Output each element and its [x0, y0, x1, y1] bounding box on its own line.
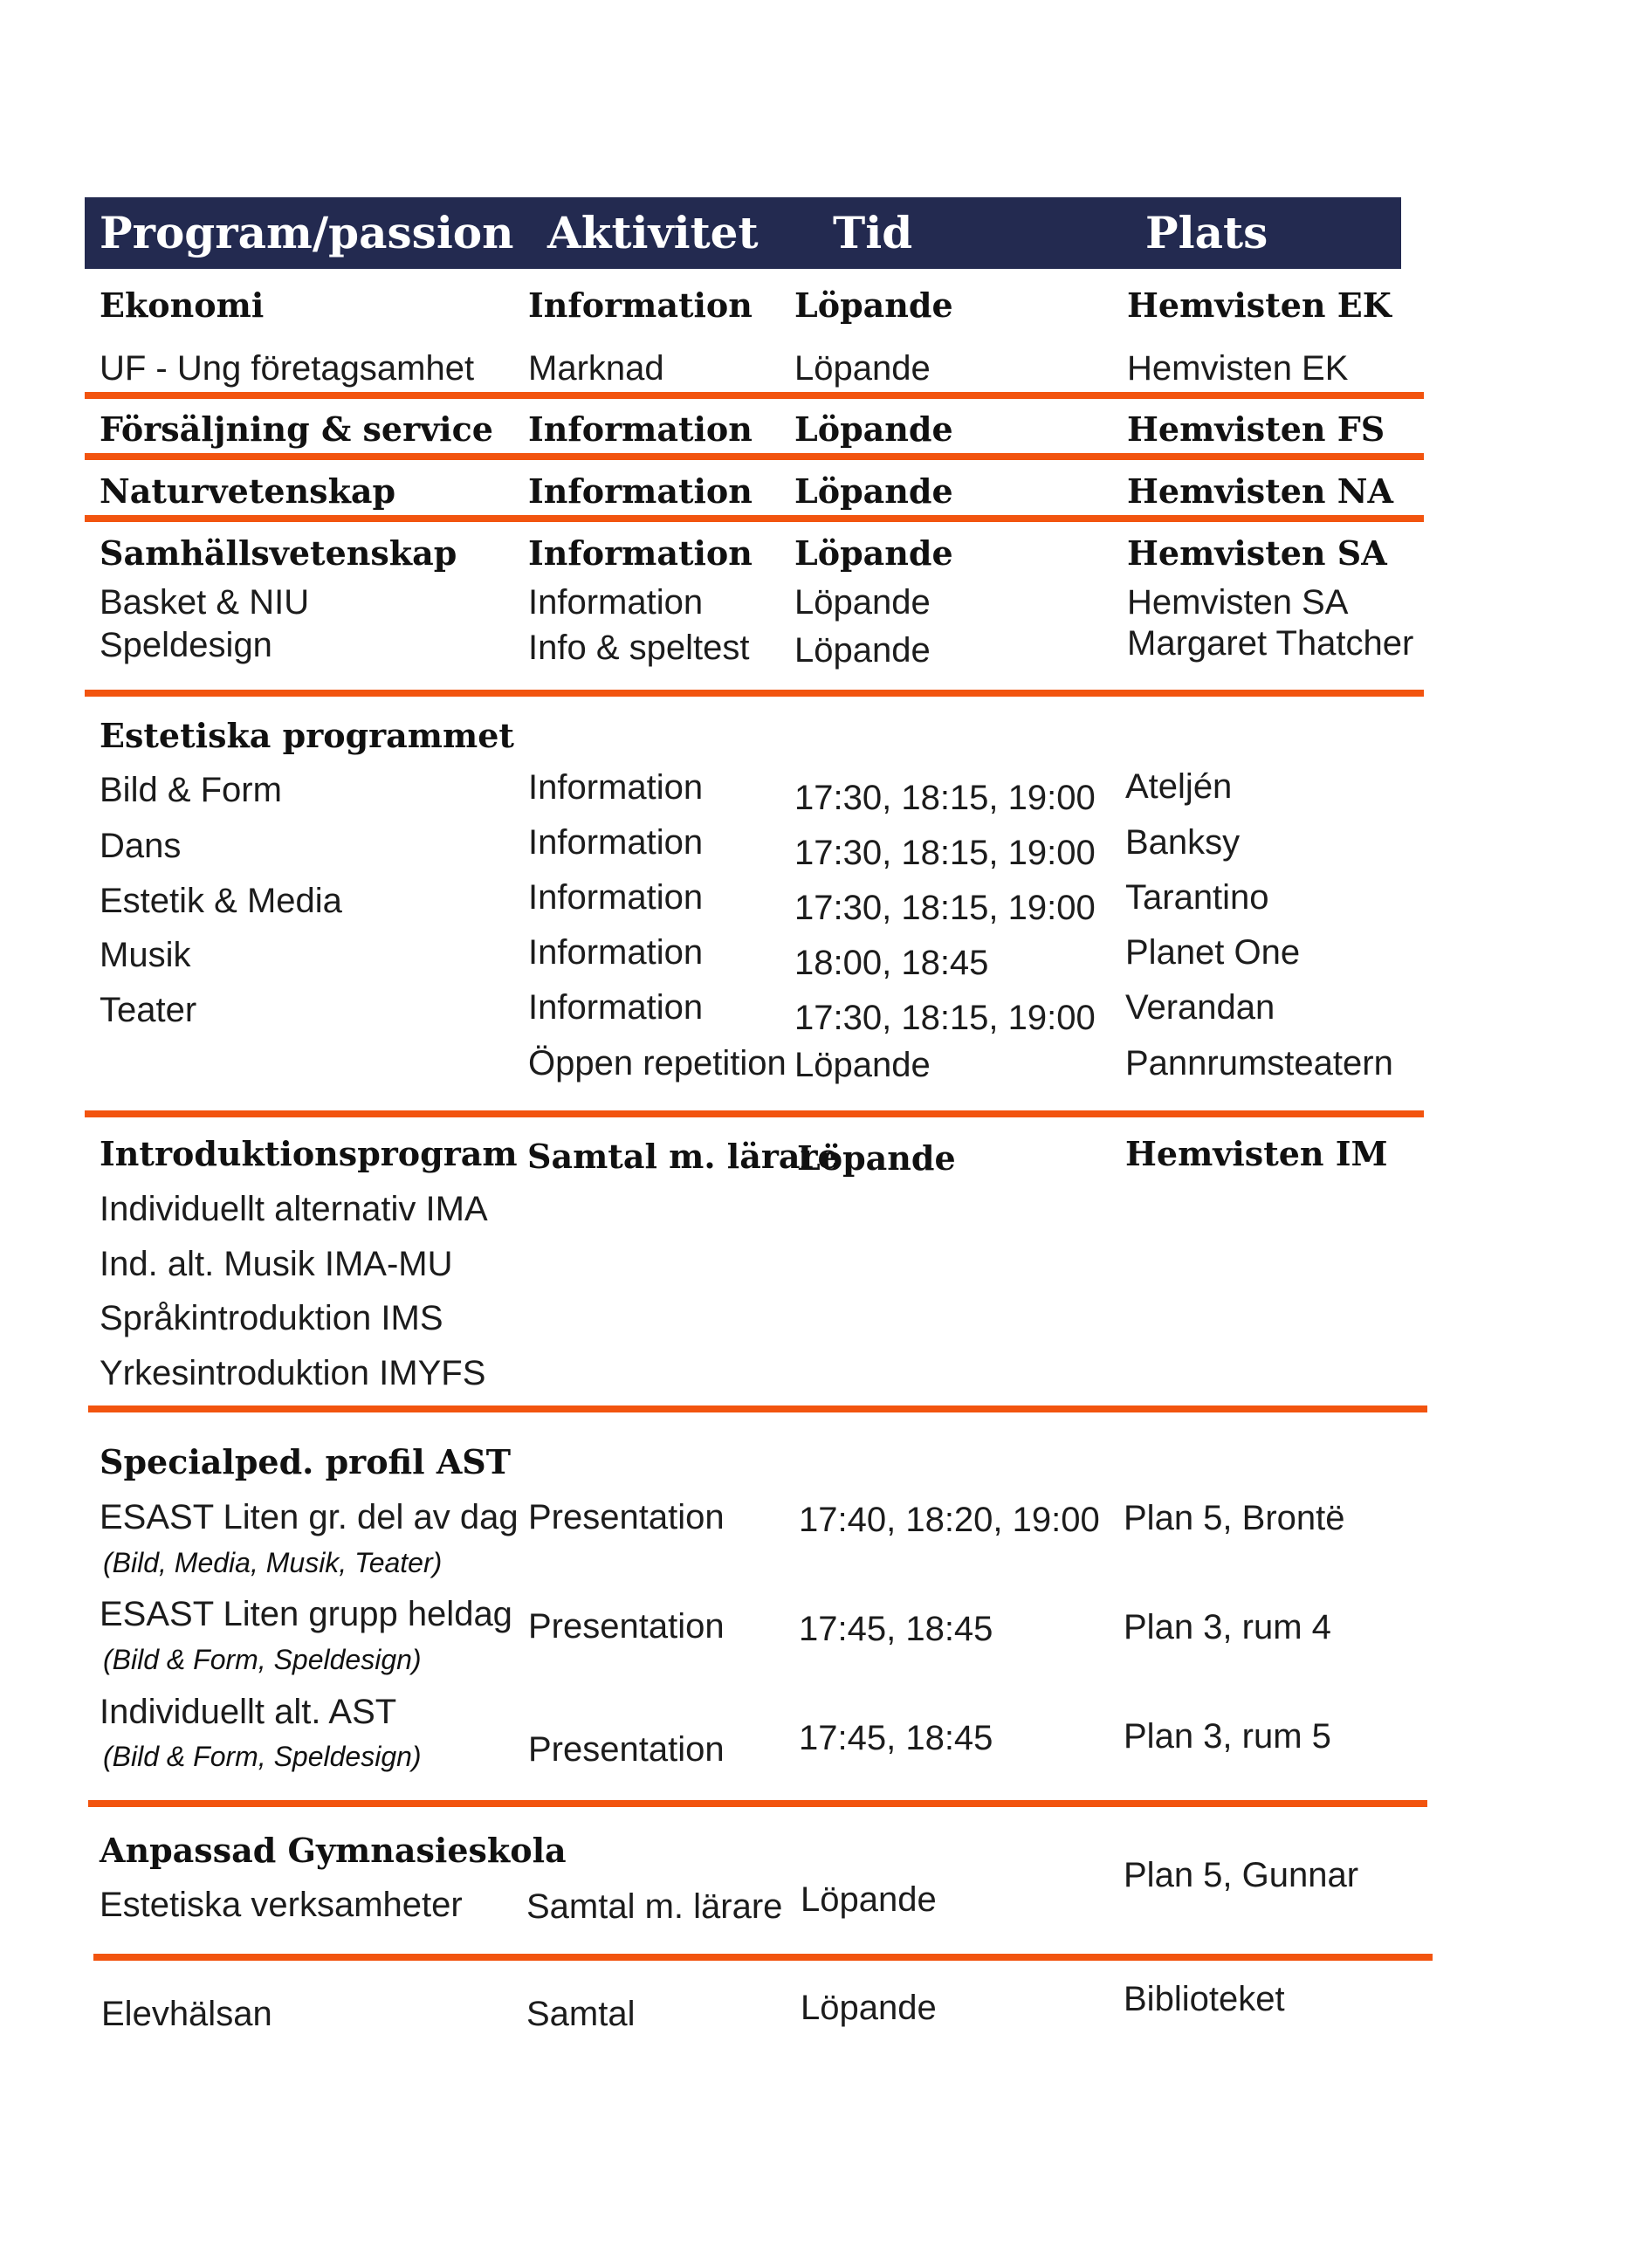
indast-tid: 17:45, 18:45	[799, 1719, 993, 1757]
basket-program: Basket & NIU	[100, 583, 310, 622]
na-program: Naturvetenskap	[100, 471, 396, 511]
esast2-tid: 17:45, 18:45	[799, 1610, 993, 1648]
musik-aktivitet: Information	[528, 933, 704, 972]
elevhalsan-tid: Löpande	[801, 1989, 937, 2027]
esast1-tid: 17:40, 18:20, 19:00	[799, 1501, 1100, 1539]
intro-program: Introduktionsprogram	[100, 1134, 518, 1173]
indast-plats: Plan 3, rum 5	[1124, 1717, 1331, 1756]
ima-program: Individuellt alternativ IMA	[100, 1190, 488, 1228]
speldesign-aktivitet: Info & speltest	[528, 629, 750, 667]
intro-aktivitet: Samtal m. lärare	[527, 1137, 839, 1176]
anpassad-program: Anpassad Gymnasieskola	[100, 1831, 567, 1870]
bild-aktivitet: Information	[528, 768, 704, 807]
fs-plats: Hemvisten FS	[1127, 409, 1385, 449]
speldesign-plats: Margaret Thatcher	[1127, 624, 1414, 663]
uf-tid: Löpande	[794, 349, 931, 388]
musik-plats: Planet One	[1125, 933, 1301, 972]
bild-program: Bild & Form	[100, 771, 282, 809]
header-plats: Plats	[1145, 207, 1268, 258]
indast-aktivitet: Presentation	[528, 1730, 725, 1769]
sa-plats: Hemvisten SA	[1127, 533, 1387, 573]
ekonomi-aktivitet: Information	[528, 285, 753, 325]
header-aktivitet: Aktivitet	[547, 207, 759, 258]
bild-tid: 17:30, 18:15, 19:00	[794, 779, 1096, 817]
na-plats: Hemvisten NA	[1127, 471, 1394, 511]
fs-aktivitet: Information	[528, 409, 753, 449]
musik-tid: 18:00, 18:45	[794, 944, 989, 982]
dans-tid: 17:30, 18:15, 19:00	[794, 834, 1096, 872]
speldesign-tid: Löpande	[794, 631, 931, 670]
estverk-tid: Löpande	[801, 1880, 937, 1919]
divider	[88, 1800, 1427, 1807]
sa-aktivitet: Information	[528, 533, 753, 573]
teater-aktivitet: Information	[528, 988, 704, 1027]
teater-plats: Verandan	[1125, 988, 1275, 1027]
ims-program: Språkintroduktion IMS	[100, 1299, 443, 1337]
fs-program: Försäljning & service	[100, 409, 493, 449]
dans-aktivitet: Information	[528, 823, 704, 862]
speldesign-program: Speldesign	[100, 626, 272, 664]
esast2-plats: Plan 3, rum 4	[1124, 1608, 1331, 1646]
anpassad-plats: Plan 5, Gunnar	[1124, 1856, 1359, 1894]
ekonomi-program: Ekonomi	[100, 285, 265, 325]
sa-program: Samhällsvetenskap	[100, 533, 457, 573]
esast1-note: (Bild, Media, Musik, Teater)	[103, 1547, 443, 1578]
indast-program: Individuellt alt. AST	[100, 1693, 397, 1731]
esast1-plats: Plan 5, Brontë	[1124, 1499, 1345, 1537]
ekonomi-tid: Löpande	[794, 285, 953, 325]
estverk-aktivitet: Samtal m. lärare	[526, 1887, 783, 1926]
imamu-program: Ind. alt. Musik IMA-MU	[100, 1245, 453, 1283]
divider	[85, 392, 1424, 399]
divider	[85, 453, 1424, 460]
ekonomi-plats: Hemvisten EK	[1127, 285, 1392, 325]
repetition-tid: Löpande	[794, 1046, 931, 1084]
dans-plats: Banksy	[1125, 823, 1241, 862]
header-tid: Tid	[833, 207, 913, 258]
repetition-aktivitet: Öppen repetition	[528, 1044, 787, 1082]
esast2-note: (Bild & Form, Speldesign)	[103, 1644, 422, 1675]
uf-program: UF - Ung företagsamhet	[100, 349, 475, 388]
elevhalsan-aktivitet: Samtal	[526, 1995, 636, 2033]
divider	[85, 690, 1424, 697]
media-aktivitet: Information	[528, 878, 704, 917]
musik-program: Musik	[100, 936, 191, 974]
elevhalsan-plats: Biblioteket	[1124, 1980, 1285, 2018]
media-plats: Tarantino	[1125, 878, 1269, 917]
uf-aktivitet: Marknad	[528, 349, 664, 388]
esast2-aktivitet: Presentation	[528, 1607, 725, 1646]
na-tid: Löpande	[794, 471, 953, 511]
elevhalsan-program: Elevhälsan	[101, 1995, 272, 2033]
basket-plats: Hemvisten SA	[1127, 583, 1349, 622]
teater-tid: 17:30, 18:15, 19:00	[794, 999, 1096, 1037]
fs-tid: Löpande	[794, 409, 953, 449]
bild-plats: Ateljén	[1125, 767, 1233, 806]
basket-aktivitet: Information	[528, 583, 704, 622]
indast-note: (Bild & Form, Speldesign)	[103, 1741, 422, 1772]
teater-program: Teater	[100, 991, 197, 1029]
dans-program: Dans	[100, 827, 182, 865]
na-aktivitet: Information	[528, 471, 753, 511]
esast2-program: ESAST Liten grupp heldag	[100, 1595, 512, 1633]
divider	[85, 1110, 1424, 1117]
divider	[88, 1405, 1427, 1412]
estetiska-program: Estetiska programmet	[100, 716, 514, 755]
esast1-aktivitet: Presentation	[528, 1498, 725, 1536]
media-program: Estetik & Media	[100, 882, 342, 920]
intro-tid: Löpande	[797, 1138, 956, 1178]
uf-plats: Hemvisten EK	[1127, 349, 1349, 388]
esast1-program: ESAST Liten gr. del av dag	[100, 1498, 519, 1536]
sa-tid: Löpande	[794, 533, 953, 573]
ast-program: Specialped. profil AST	[100, 1442, 512, 1481]
repetition-plats: Pannrumsteatern	[1125, 1044, 1393, 1082]
divider	[93, 1954, 1433, 1961]
estverk-program: Estetiska verksamheter	[100, 1886, 463, 1924]
media-tid: 17:30, 18:15, 19:00	[794, 889, 1096, 927]
basket-tid: Löpande	[794, 583, 931, 622]
imyfs-program: Yrkesintroduktion IMYFS	[100, 1354, 486, 1392]
divider	[85, 515, 1424, 522]
intro-plats: Hemvisten IM	[1125, 1134, 1388, 1173]
header-program: Program/passion	[100, 207, 514, 258]
